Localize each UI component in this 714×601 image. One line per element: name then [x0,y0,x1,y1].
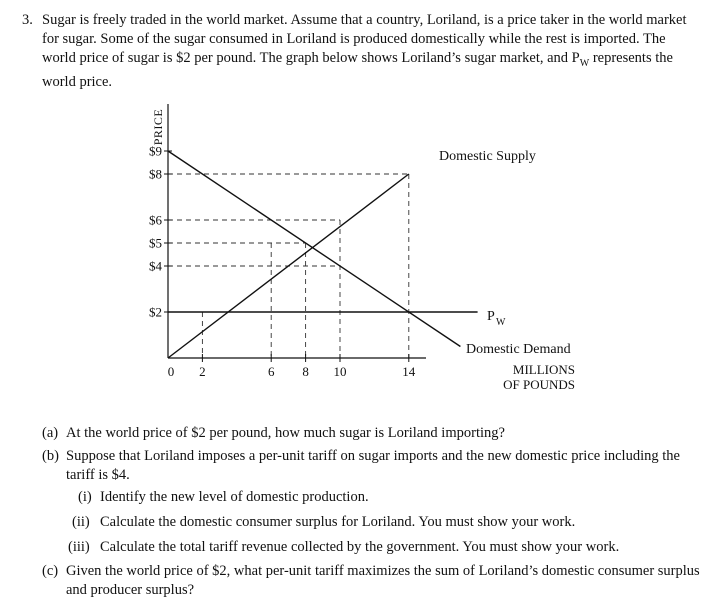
x-tick-label: 14 [402,364,416,379]
world-price-label-subscript: W [496,317,506,328]
y-tick-label: $9 [149,143,162,159]
part-b-iii-label: (iii) [68,539,90,555]
x-tick-label: 2 [199,364,206,379]
domestic-supply-label: Domestic Supply [439,149,536,164]
y-tick-label: $2 [149,304,162,320]
x-axis-title-line2: OF POUNDS [503,377,575,392]
y-axis-title: PRICE [151,108,165,146]
part-b-i-text: Identify the new level of domestic production. [100,489,369,505]
question-text-main: Sugar is freely traded in the world market. Assume that a country, Loriland, is a price taker in the world market for sugar. Some of the sugar consumed in Loriland is produced domestically while the rest is imported. The world price of sugar is $2 per pound. The graph below shows Loriland’s sugar market, and P [42,12,687,66]
y-tick-label: $5 [149,235,162,251]
part-a-text: At the world price of $2 per pound, how much sugar is Loriland importing? [66,425,505,441]
x-origin-label: 0 [167,364,175,379]
part-b-iii-text: Calculate the total tariff revenue collected by the government. You must show your work. [100,539,620,555]
part-b-label: (b) [42,448,59,464]
part-c-text: Given the world price of $2, what per-unit tariff maximizes the sum of Loriland’s domestic consumer surplus and producer surplus? [66,563,700,598]
question-number: 3. [22,12,33,28]
part-c-label: (c) [42,563,59,579]
x-tick-label: 6 [267,364,275,379]
domestic-demand-label: Domestic Demand [466,342,571,357]
x-tick-label: 8 [302,364,309,379]
y-tick-label: $8 [149,166,162,182]
domestic-demand-line [168,151,460,347]
question-text-subscript: W [579,57,590,69]
x-axis-title-line1: MILLIONS [512,362,575,377]
part-b-ii-label: (ii) [72,514,90,530]
part-b-text: Suppose that Loriland imposes a per-unit tariff on sugar imports and the new domestic price including the tariff is $4. [66,448,680,483]
part-b-i-label: (i) [78,489,92,505]
y-tick-label: $4 [149,258,162,274]
world-price-label: P [487,309,495,324]
part-b-ii-text: Calculate the domestic consumer surplus for Loriland. You must show your work. [100,514,576,530]
y-tick-label: $6 [149,212,162,228]
x-tick-label: 10 [333,364,347,379]
part-a-label: (a) [42,425,59,441]
question-text-end: represents the world price. [42,50,673,90]
